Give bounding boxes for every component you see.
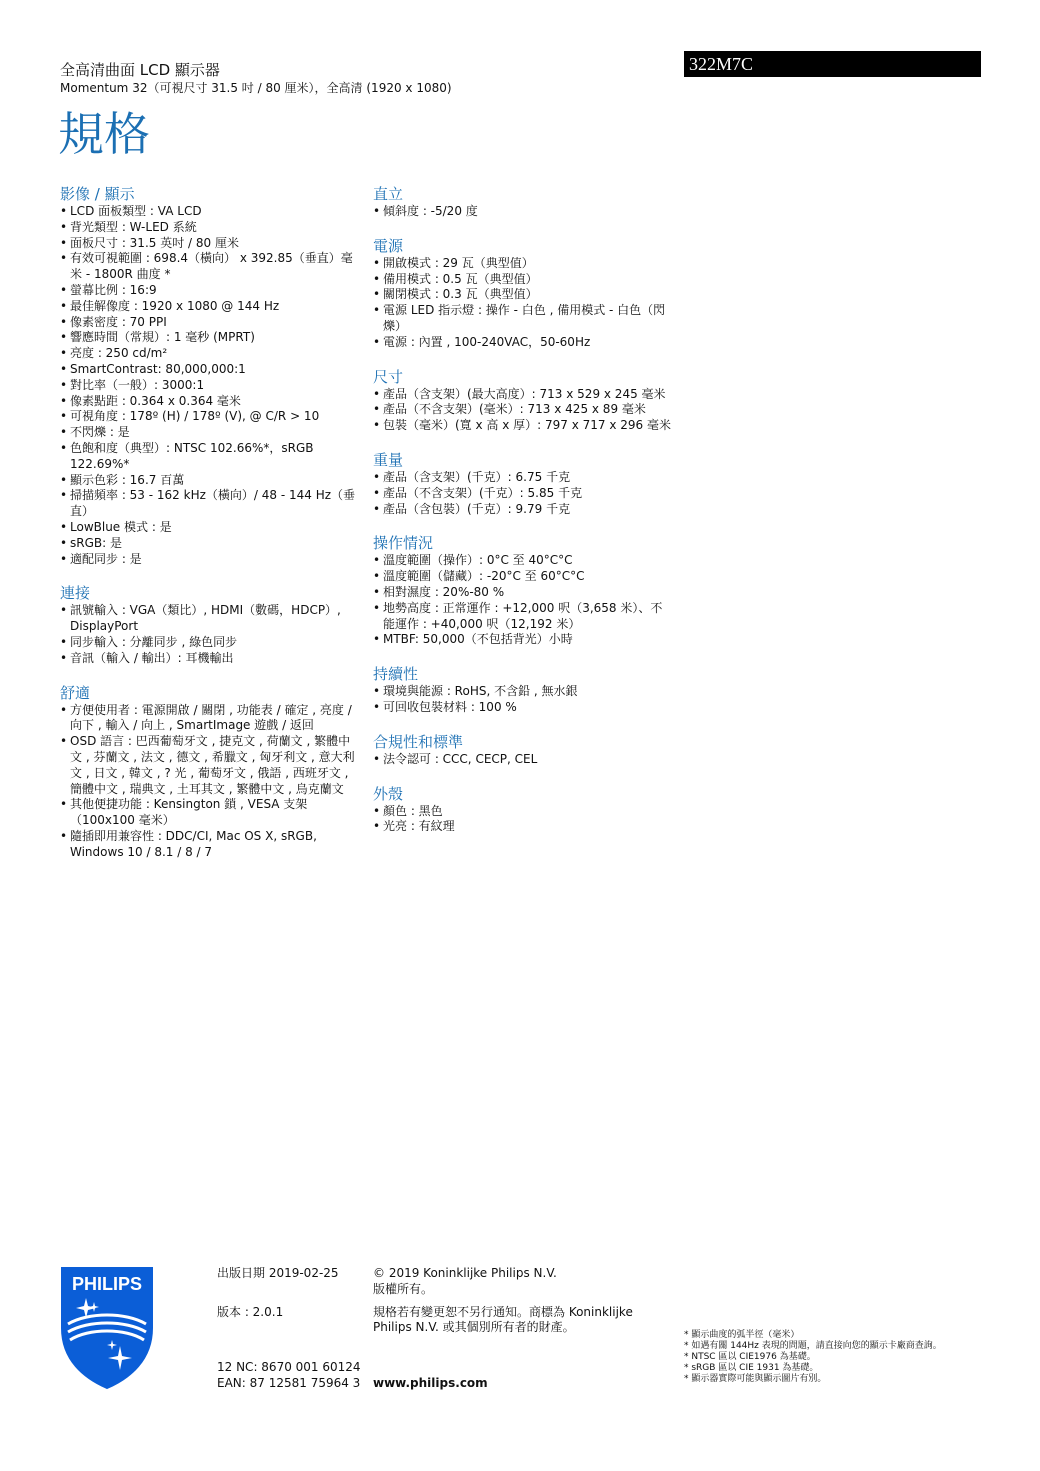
footnote: * 顯示曲度的弧半徑（毫米）	[684, 1330, 800, 1340]
section-heading: 連接	[60, 584, 91, 603]
section-heading: 合規性和標準	[373, 732, 464, 751]
spec-item: • 可視角度 : 178º (H) / 178º (V), @ C/R > 10	[60, 409, 360, 425]
spec-item: • OSD 語言 : 巴西葡萄牙文 , 捷克文 , 荷蘭文 , 繁體中文 , 芬蘭文 , 法文 , 德文 , 希臘文 , 匈牙利文 , 意大利文 , 日文 , 韓文 , ? 光 , 葡萄牙文 , 俄語 , 西班牙文 , 簡體中文 , 瑞典文 , 土耳其文 , 繁體中文 , 烏克蘭文	[60, 734, 360, 797]
spec-item: • LowBlue 模式 : 是	[60, 520, 360, 536]
footnote: * sRGB 區以 CIE 1931 為基礎。	[684, 1363, 819, 1373]
spec-item: • 包裝（毫米）(寬 x 高 x 厚）: 797 x 717 x 296 毫米	[373, 418, 673, 434]
spec-item: • 最佳解像度 : 1920 x 1080 @ 144 Hz	[60, 299, 360, 315]
spec-item: • 面板尺寸 : 31.5 英吋 / 80 厘米	[60, 236, 360, 252]
trademark-notice: 規格若有變更恕不另行通知。商標為 Koninklijke Philips N.V. 或其個別所有者的財產。	[373, 1305, 633, 1334]
nc-code: 12 NC: 8670 001 60124	[217, 1360, 361, 1374]
spec-item: • 溫度範圍（操作）: 0°C 至 40°C°C	[373, 553, 673, 569]
spec-list	[373, 684, 673, 716]
spec-item: • 顏色 : 黑色	[373, 804, 673, 820]
spec-item: • 產品（不含支架）(千克）: 5.85 千克	[373, 486, 673, 502]
spec-item: • 對比率（一般）: 3000:1	[60, 378, 360, 394]
section-heading: 直立	[373, 185, 404, 203]
ean-code: EAN: 87 12581 75964 3	[217, 1376, 361, 1390]
spec-item: • 其他便捷功能 : Kensington 鎖 , VESA 支架（100x100 毫米）	[60, 797, 360, 829]
spec-item: • 有效可視範圍 : 698.4（橫向） x 392.85（垂直）毫米 - 1800R 曲度 *	[60, 251, 360, 283]
spec-list	[60, 603, 360, 666]
section-heading: 重量	[373, 450, 404, 469]
spec-item: • SmartContrast: 80,000,000:1	[60, 362, 360, 378]
spec-list	[373, 553, 673, 648]
section-heading: 外殼	[373, 784, 404, 803]
spec-item: • 隨插即用兼容性 : DDC/CI, Mac OS X, sRGB, Windows 10 / 8.1 / 8 / 7	[60, 829, 360, 861]
spec-item: • 法令認可 : CCC, CECP, CEL	[373, 752, 673, 768]
spec-item: • 螢幕比例 : 16:9	[60, 283, 360, 299]
left-column	[60, 185, 360, 877]
spec-item: • 顯示色彩 : 16.7 百萬	[60, 473, 360, 489]
spec-list	[373, 204, 673, 220]
version: 版本 : 2.0.1	[217, 1305, 284, 1319]
spec-item: • 響應時間（常規）: 1 毫秒 (MPRT)	[60, 330, 360, 346]
spec-item: • 環境與能源 : RoHS, 不含鉛 , 無水銀	[373, 684, 673, 700]
footnote: * NTSC 區以 CIE1976 為基礎。	[684, 1352, 816, 1362]
spec-item: • 備用模式 : 0.5 瓦（典型值）	[373, 272, 673, 288]
spec-item: • 訊號輸入 : VGA（類比）, HDMI（數碼，HDCP）, DisplayPort	[60, 603, 360, 635]
spec-item: • 相對濕度 : 20%-80 %	[373, 585, 673, 601]
spec-item: • 電源 : 內置 , 100-240VAC，50-60Hz	[373, 335, 673, 351]
spec-section-compliance	[373, 733, 673, 768]
spec-item: • 背光類型 : W-LED 系統	[60, 220, 360, 236]
rights-reserved: 版權所有。	[373, 1282, 434, 1296]
model-number-bar: 322M7C	[684, 51, 981, 77]
philips-logo	[58, 1266, 156, 1390]
spec-item: • MTBF: 50,000（不包括背光）小時	[373, 632, 673, 648]
spec-item: • 適配同步 : 是	[60, 552, 360, 568]
spec-item: • 電源 LED 指示燈 : 操作 - 白色 , 備用模式 - 白色（閃爍）	[373, 303, 673, 335]
spec-item: • 傾斜度 : -5/20 度	[373, 204, 673, 220]
spec-item: • 可回收包裝材料 : 100 %	[373, 700, 673, 716]
right-column	[373, 185, 673, 852]
product-subtitle: Momentum 32（可視尺寸 31.5 吋 / 80 厘米），全高清 (1920 x 1080)	[60, 81, 452, 95]
spec-item: • LCD 面板類型 : VA LCD	[60, 204, 360, 220]
spec-item: • 地勢高度 : 正常運作 : +12,000 呎（3,658 米）、不能運作 : +40,000 呎（12,192 米）	[373, 601, 673, 633]
footnote: * 如遇有關 144Hz 表現的問題，請直接向您的顯示卡廠商查詢。	[684, 1341, 942, 1351]
spec-section-operating-conditions	[373, 534, 673, 648]
spec-item: • 方便使用者 : 電源開啟 / 關閉 , 功能表 / 確定 , 亮度 / 向下 , 輸入 / 向上 , SmartImage 遊戲 / 返回	[60, 703, 360, 735]
product-title: 全高清曲面 LCD 顯示器	[60, 61, 220, 79]
section-heading: 影像 / 顯示	[60, 185, 135, 203]
footnotes	[684, 1330, 1014, 1385]
spec-item: • 像素密度 : 70 PPI	[60, 315, 360, 331]
spec-section-convenience	[60, 684, 360, 861]
section-heading: 尺寸	[373, 367, 404, 386]
section-heading: 持續性	[373, 665, 419, 684]
spec-list	[373, 470, 673, 517]
website-link[interactable]: www.philips.com	[373, 1376, 488, 1390]
spec-item: • 色飽和度（典型）: NTSC 102.66%*，sRGB 122.69%*	[60, 441, 360, 473]
spec-section-stand	[373, 185, 673, 220]
spec-item: • 不閃爍 : 是	[60, 425, 360, 441]
spec-list	[373, 387, 673, 434]
spec-item: • 像素點距 : 0.364 x 0.364 毫米	[60, 394, 360, 410]
spec-list	[60, 703, 360, 861]
spec-section-weight	[373, 451, 673, 517]
spec-item: • 產品（含支架）(千克）: 6.75 千克	[373, 470, 673, 486]
publish-date: 出版日期 2019-02-25	[217, 1266, 339, 1280]
copyright: © 2019 Koninklijke Philips N.V.	[373, 1266, 557, 1280]
spec-item: • sRGB: 是	[60, 536, 360, 552]
section-heading: 舒適	[60, 683, 91, 702]
spec-item: • 亮度 : 250 cd/m²	[60, 346, 360, 362]
section-heading: 操作情況	[373, 534, 434, 553]
spec-section-image-display	[60, 185, 360, 567]
spec-section-power	[373, 237, 673, 351]
spec-section-cabinet	[373, 785, 673, 836]
philips-logo-text: PHILIPS	[71, 1274, 143, 1294]
spec-list	[60, 204, 360, 567]
section-heading: 電源	[373, 236, 404, 255]
spec-item: • 光亮 : 有紋理	[373, 819, 673, 835]
spec-section-sustainability	[373, 665, 673, 716]
spec-item: • 同步輸入 : 分離同步 , 綠色同步	[60, 635, 360, 651]
spec-item: • 產品（含支架）(最大高度）: 713 x 529 x 245 毫米	[373, 387, 673, 403]
spec-item: • 掃描頻率 : 53 - 162 kHz（橫向）/ 48 - 144 Hz（垂直）	[60, 488, 360, 520]
page-heading: 規格	[58, 107, 150, 161]
spec-section-connectivity	[60, 584, 360, 666]
spec-item: • 產品（不含支架）(毫米）: 713 x 425 x 89 毫米	[373, 402, 673, 418]
spec-list	[373, 256, 673, 351]
spec-list	[373, 804, 673, 836]
spec-item: • 產品（含包裝）(千克）: 9.79 千克	[373, 502, 673, 518]
footnote: * 顯示器實際可能與顯示圖片有別。	[684, 1374, 827, 1384]
spec-item: • 音訊（輸入 / 輸出）: 耳機輸出	[60, 651, 360, 667]
spec-item: • 溫度範圍（儲藏）: -20°C 至 60°C°C	[373, 569, 673, 585]
spec-item: • 開啟模式 : 29 瓦（典型值）	[373, 256, 673, 272]
spec-list	[373, 752, 673, 768]
spec-section-dimensions	[373, 368, 673, 434]
spec-item: • 關閉模式 : 0.3 瓦（典型值）	[373, 287, 673, 303]
